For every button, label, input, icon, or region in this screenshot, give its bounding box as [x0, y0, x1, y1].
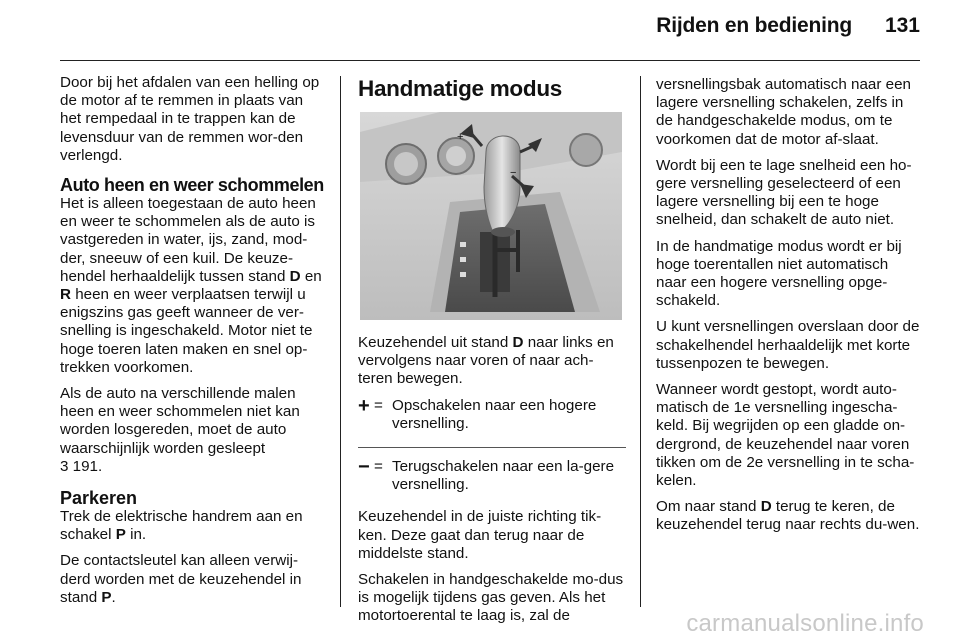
- gear-p-label: P: [115, 526, 126, 544]
- rocking-text-a: Het is alleen toegestaan de auto heen en weer te schommelen als de auto is vastgereden in water, ijs, zand, mod-der, sneeuw of een kuil. De keuze-hendel herhaaldelijk tussen stand: [60, 195, 316, 285]
- right-paragraph-5: Wanneer wordt gestopt, wordt auto-matisch de 1e versnelling ingescha-keld. Bij wegrijden op een gladde on-dergrond, de keuzehendel naar voren tikken om de 2e versnelling in te scha-kelen.: [656, 381, 915, 490]
- manual-paragraph-2: Schakelen in handgeschakelde mo-dus is mogelijk tijdens gas geven. Als het motortoerental te laag is, zal de: [358, 571, 624, 625]
- page-title: Rijden en bediening: [656, 14, 852, 37]
- parking-text-a: Trek de elektrische handrem aan en schakel: [60, 508, 303, 544]
- rocking-heading: Auto heen en weer schommelen: [60, 175, 324, 196]
- rocking-paragraph-1: [60, 195, 326, 377]
- column-divider-right: [640, 76, 641, 607]
- caption-gear-d: D: [512, 334, 524, 351]
- parking-heading: Parkeren: [60, 488, 138, 509]
- legend-rule: [358, 447, 626, 448]
- page-reference-link[interactable]: 3 191.: [60, 457, 103, 475]
- parking-text-2a: De contactsleutel kan alleen verwij-derd worden met de keuzehendel in stand: [60, 552, 302, 606]
- column-middle: [358, 76, 626, 634]
- parking-paragraph-1: [60, 508, 326, 544]
- rocking-paragraph-2: [60, 385, 326, 476]
- parking-paragraph-2: [60, 552, 326, 607]
- parking-text-b: in.: [125, 526, 147, 544]
- legend-equals: =: [374, 458, 383, 476]
- watermark: carmanualsonline.info: [686, 610, 924, 637]
- legend-row-upshift: [358, 394, 626, 433]
- minus-icon: −: [358, 456, 370, 479]
- page-number: 131: [884, 14, 920, 37]
- parking-text-2b: .: [111, 588, 116, 606]
- figure-caption: [358, 334, 626, 389]
- shift-legend: [358, 394, 626, 495]
- legend-text-downshift: Terugschakelen naar een la-gere versnelling.: [392, 458, 615, 494]
- gear-selector-drawing: [360, 112, 622, 320]
- column-right: [656, 76, 922, 543]
- gear-selector-illustration: [360, 112, 622, 320]
- column-left: [60, 74, 326, 615]
- right-paragraph-1: versnellingsbak automatisch naar een lagere versnelling schakelen, zelfs in de handgeschakelde modus, om te voorkomen dat de motor af-slaat.: [656, 76, 911, 148]
- gear-p-label-2: P: [101, 588, 112, 606]
- right-text-6b: terug te keren, de keuzehendel terug naar rechts du-wen.: [656, 498, 920, 534]
- manual-mode-heading: Handmatige modus: [358, 76, 562, 101]
- legend-equals: =: [374, 396, 383, 414]
- right-paragraph-2: Wordt bij een te lage snelheid een ho-gere versnelling geselecteerd of een lagere versnelling bij een te hoge snelheid, dan schakelt de auto niet.: [656, 156, 912, 229]
- column-divider-left: [340, 76, 341, 607]
- caption-text-a: Keuzehendel uit stand: [358, 334, 513, 351]
- caption-text-b: naar links en vervolgens naar voren of naar ach-teren bewegen.: [358, 334, 614, 388]
- svg-text:+: +: [457, 131, 464, 143]
- right-paragraph-3: In de handmatige modus wordt er bij hoge toerentallen niet automatisch naar een hogere versnelling opge-schakeld.: [656, 237, 902, 310]
- gear-r-label: R: [60, 286, 71, 304]
- right-paragraph-4: U kunt versnellingen overslaan door de schakelhendel herhaaldelijk met korte tussenpozen te bewegen.: [656, 318, 920, 372]
- right-paragraph-6: [656, 498, 922, 534]
- legend-text-upshift: Opschakelen naar een hogere versnelling.: [392, 396, 597, 432]
- intro-paragraph: Door bij het afdalen van een helling op de motor af te remmen in plaats van het rempedaal in te trappen kan de levensduur van de remmen wor-den verlengd.: [60, 74, 320, 164]
- gear-d-label: D: [289, 267, 301, 285]
- svg-text:−: −: [510, 167, 517, 179]
- header-rule: [60, 60, 920, 61]
- legend-row-downshift: [358, 458, 626, 494]
- rocking-text-b: en: [300, 267, 322, 285]
- plus-icon: +: [358, 394, 370, 417]
- rocking-text-c: heen en weer verplaatsen terwijl u enigszins gas geeft wanneer de ver-snelling is ingeschakeld. Motor niet te hoge toeren laten maken en snel op-trekken voorkomen.: [60, 286, 313, 376]
- right-text-6a: Om naar stand: [656, 498, 761, 516]
- right-gear-d: D: [760, 498, 772, 516]
- rocking-text-2: Als de auto na verschillende malen heen en weer schommelen niet kan worden losgereden, moet de auto waarschijnlijk worden gesleept: [60, 385, 300, 457]
- manual-paragraph-1: Keuzehendel in de juiste richting tik-ken. Deze gaat dan terug naar de middelste stand.: [358, 508, 602, 562]
